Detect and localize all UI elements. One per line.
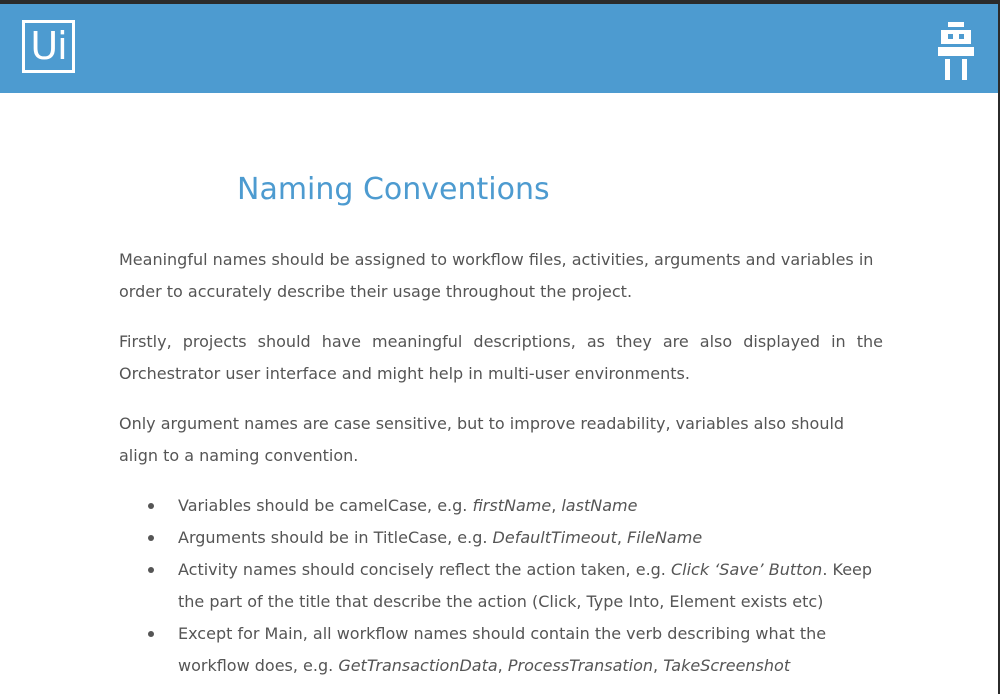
- uipath-logo: Ui: [22, 20, 75, 73]
- document-frame: [0, 4, 998, 694]
- bullet-icon: [148, 631, 154, 637]
- body-content: [119, 244, 883, 682]
- paragraph-2: Firstly, projects should have meaningful descriptions, as they are also displayed in the Orchestrator user interface and might help in multi-user environments.: [119, 332, 883, 383]
- page-title: Naming Conventions: [237, 172, 550, 207]
- bullet-icon: [148, 503, 154, 509]
- paragraph-1: Meaningful names should be assigned to workflow files, activities, arguments and variables in order to accurately describe their usage throughout the project.: [119, 250, 874, 301]
- bullet-icon: [148, 567, 154, 573]
- header-bar: [0, 4, 998, 93]
- robot-icon: [938, 22, 974, 80]
- bullet-icon: [148, 535, 154, 541]
- paragraph-3: Only argument names are case sensitive, but to improve readability, variables also should align to a naming convention.: [119, 414, 845, 465]
- bullet-list: [119, 490, 883, 682]
- list-item: Activity names should concisely reflect the action taken, e.g. Click ‘Save’ Button. Keep the part of the title that describe the action (Click, Type Into, Element exists etc): [178, 554, 883, 618]
- list-item: Variables should be camelCase, e.g. firstName, lastName: [178, 490, 883, 522]
- list-item: Arguments should be in TitleCase, e.g. DefaultTimeout, FileName: [178, 522, 883, 554]
- list-item: Except for Main, all workflow names should contain the verb describing what the workflow does, e.g. GetTransactionData, ProcessTransation, TakeScreenshot: [178, 618, 883, 682]
